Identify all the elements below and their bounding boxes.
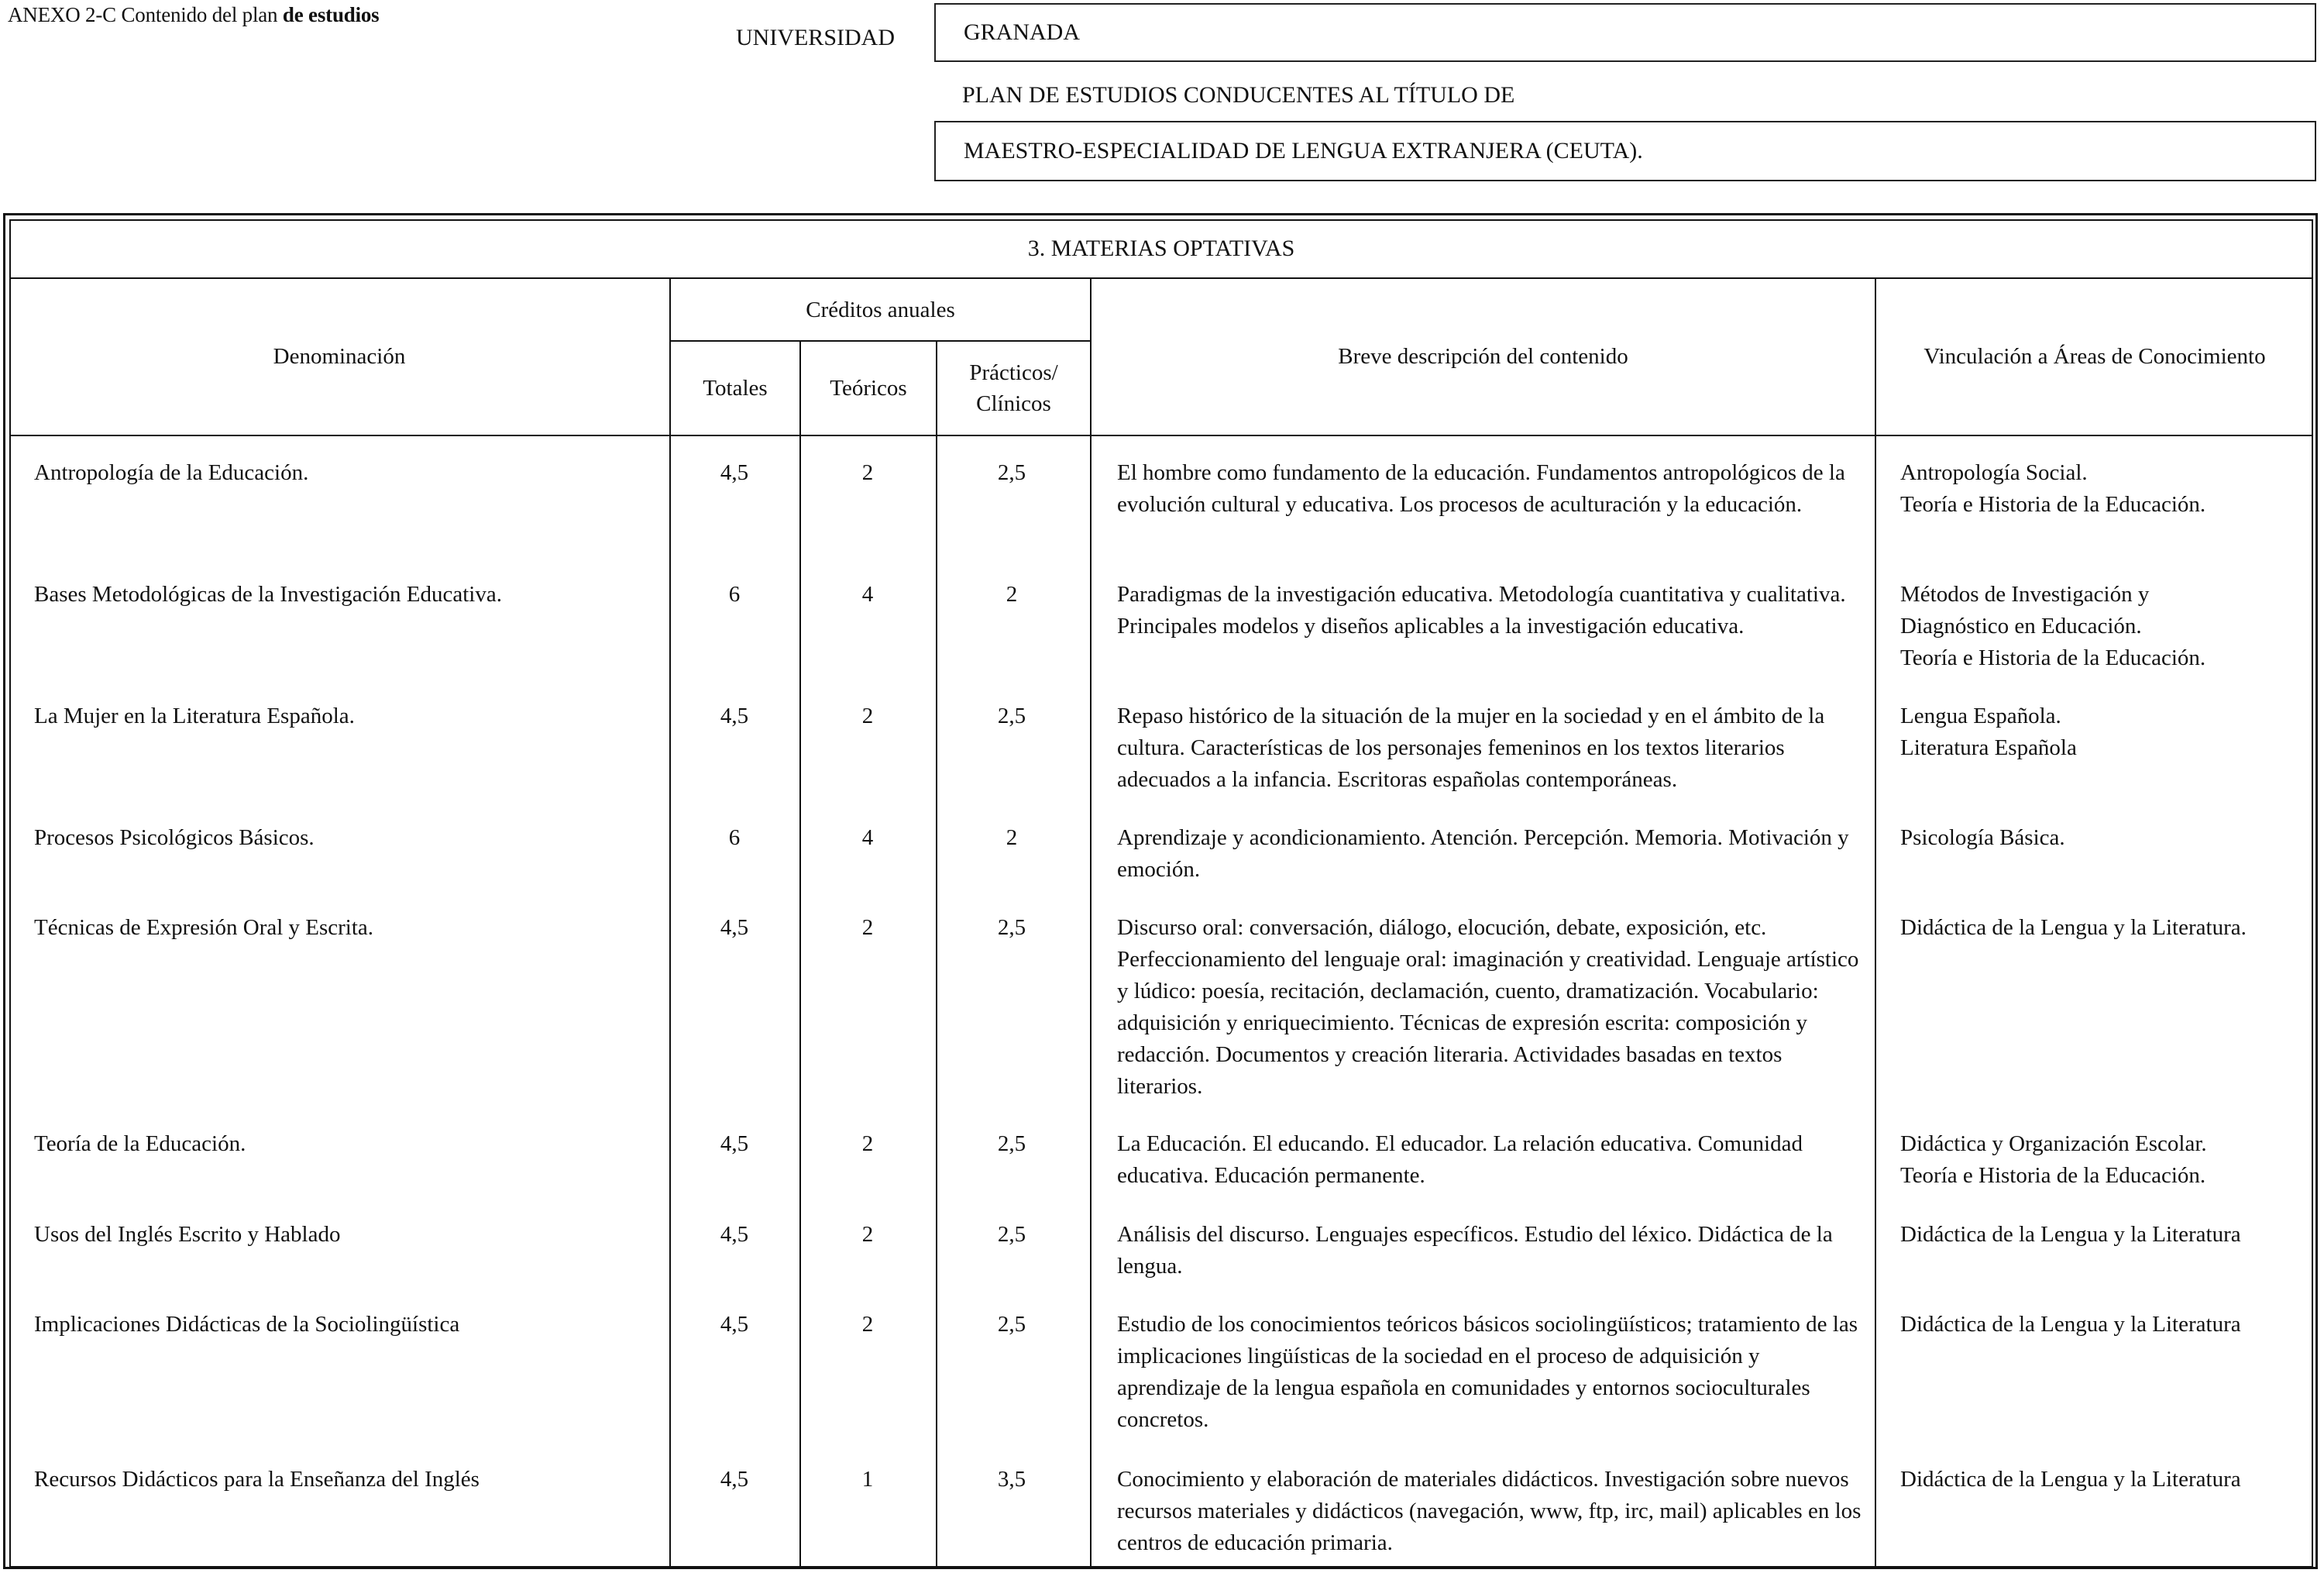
header-denominacion: Denominación (273, 344, 406, 369)
row-descripcion: Estudio de los conocimientos teóricos básicos sociolingüísticos; tratamiento de las implicaciones lingüísticas de la sociedad en el proceso de adquisición y aprendizaje de la lengua española en comunidades y entornos socioculturales concretos. (1117, 1312, 1858, 1432)
row-denominacion: Implicaciones Didácticas de la Sociolingüística (34, 1312, 460, 1337)
row-practicos: 2,5 (997, 1222, 1026, 1247)
header-totales: Totales (703, 376, 768, 401)
row-totales: 4,5 (720, 460, 749, 485)
row-totales: 4,5 (720, 1312, 749, 1337)
area-line: Lengua Española. (1900, 704, 2061, 728)
area-line: Teoría e Historia de la Educación. (1900, 1163, 2206, 1188)
row-practicos: 2 (1006, 825, 1018, 850)
row-teoricos: 2 (861, 460, 874, 485)
row-denominacion: Usos del Inglés Escrito y Hablado (34, 1222, 341, 1247)
row-teoricos: 2 (861, 1222, 874, 1247)
row-descripcion: Aprendizaje y acondicionamiento. Atención. Percepción. Memoria. Motivación y emoción. (1117, 825, 1849, 882)
row-practicos: 2,5 (997, 1312, 1026, 1337)
column-divider (1875, 277, 1876, 1568)
annex-bold: de estudios (282, 3, 380, 26)
header-divider (9, 435, 2313, 436)
table-title: 3. MATERIAS OPTATIVAS (1027, 236, 1295, 261)
row-denominacion: Bases Metodológicas de la Investigación Educativa. (34, 582, 502, 607)
area-line: Didáctica de la Lengua y la Literatura. (1900, 915, 2247, 940)
row-areas (1900, 700, 2319, 764)
header-teoricos: Teóricos (830, 376, 907, 401)
area-line: Métodos de Investigación y (1900, 582, 2150, 607)
row-totales: 6 (728, 582, 741, 607)
header-creditos: Créditos anuales (806, 297, 955, 322)
row-areas (1900, 579, 2319, 674)
column-divider (936, 340, 937, 1568)
row-teoricos: 2 (861, 704, 874, 728)
row-descripcion: Repaso histórico de la situación de la mujer en la sociedad y en el ámbito de la cultura. Características de los personajes femeninos en los textos literarios adecuados a la infancia. Escritoras españolas contemporáneas. (1117, 704, 1825, 792)
area-line: Teoría e Historia de la Educación. (1900, 645, 2206, 670)
row-descripcion: La Educación. El educando. El educador. La relación educativa. Comunidad educativa. Educación permanente. (1117, 1131, 1803, 1188)
row-descripcion: El hombre como fundamento de la educación. Fundamentos antropológicos de la evolución cultural y educativa. Los procesos de aculturación y la educación. (1117, 460, 1845, 517)
row-areas (1900, 912, 2319, 944)
header-practicos (937, 342, 1090, 435)
annex-prefix: ANEXO 2-C Contenido del plan (8, 3, 283, 26)
row-totales: 4,5 (720, 1467, 749, 1492)
row-totales: 4,5 (720, 704, 749, 728)
plan-label: PLAN DE ESTUDIOS CONDUCENTES AL TÍTULO DE (962, 82, 1515, 108)
row-descripcion: Discurso oral: conversación, diálogo, elocución, debate, exposición, etc. Perfeccionamiento del lenguaje oral: imaginación y creatividad. Lenguaje artístico y lúdico: poesía, recitación, declamación, cuento, dramatización. Vocabulario: adquisición y enriquecimiento. Técnicas de expresión escrita: composición y redacción. Documentos y creación literaria. Actividades basadas en textos literarios. (1117, 915, 1859, 1099)
row-teoricos: 2 (861, 1312, 874, 1337)
header-vinculacion: Vinculación a Áreas de Conocimiento (1923, 344, 2266, 369)
row-areas (1900, 457, 2319, 521)
row-denominacion: Teoría de la Educación. (34, 1131, 246, 1156)
area-line: Literatura Española (1900, 735, 2077, 760)
header-practicos-line1: Prácticos/ (969, 360, 1058, 385)
row-denominacion: Procesos Psicológicos Básicos. (34, 825, 315, 850)
row-teoricos: 1 (861, 1467, 874, 1492)
university-box (934, 3, 2316, 62)
area-line: Didáctica y Organización Escolar. (1900, 1131, 2207, 1156)
row-denominacion: Recursos Didácticos para la Enseñanza del Inglés (34, 1467, 480, 1492)
area-line: Diagnóstico en Educación. (1900, 614, 2142, 638)
row-areas (1900, 1128, 2319, 1192)
row-totales: 4,5 (720, 1131, 749, 1156)
row-practicos: 2,5 (997, 460, 1026, 485)
area-line: Antropología Social. (1900, 460, 2088, 485)
row-practicos: 2,5 (997, 1131, 1026, 1156)
row-teoricos: 2 (861, 915, 874, 940)
row-areas (1900, 1309, 2319, 1341)
row-totales: 4,5 (720, 1222, 749, 1247)
header-practicos-line2: Clínicos (976, 391, 1051, 416)
row-teoricos: 4 (861, 582, 874, 607)
university-value: GRANADA (964, 19, 1080, 45)
column-divider (799, 340, 801, 1568)
annex-title (8, 3, 379, 27)
university-label: UNIVERSIDAD (736, 25, 895, 50)
row-areas (1900, 1219, 2319, 1251)
row-descripcion: Paradigmas de la investigación educativa. Metodología cuantitativa y cualitativa. Principales modelos y diseños aplicables a la investigación educativa. (1117, 582, 1846, 638)
area-line: Didáctica de la Lengua y la Literatura (1900, 1467, 2241, 1492)
area-line: Didáctica de la Lengua y la Literatura (1900, 1222, 2241, 1247)
row-teoricos: 2 (861, 1131, 874, 1156)
area-line: Teoría e Historia de la Educación. (1900, 492, 2206, 517)
row-descripcion: Análisis del discurso. Lenguajes específicos. Estudio del léxico. Didáctica de la lengua. (1117, 1222, 1833, 1279)
row-practicos: 2 (1006, 582, 1018, 607)
row-totales: 6 (728, 825, 741, 850)
row-practicos: 2,5 (997, 915, 1026, 940)
row-denominacion: Antropología de la Educación. (34, 460, 309, 485)
row-totales: 4,5 (720, 915, 749, 940)
degree-box (934, 121, 2316, 181)
row-descripcion: Conocimiento y elaboración de materiales didácticos. Investigación sobre nuevos recursos materiales y didácticos (navegación, www, ftp, irc, mail) aplicables en los centros de educación primaria. (1117, 1467, 1862, 1555)
row-practicos: 2,5 (997, 704, 1026, 728)
degree-value: MAESTRO-ESPECIALIDAD DE LENGUA EXTRANJERA (CEUTA). (964, 138, 1643, 163)
area-line: Didáctica de la Lengua y la Literatura (1900, 1312, 2241, 1337)
row-denominacion: Técnicas de Expresión Oral y Escrita. (34, 915, 374, 940)
row-practicos: 3,5 (997, 1467, 1026, 1492)
area-line: Psicología Básica. (1900, 825, 2065, 850)
row-areas (1900, 1464, 2319, 1496)
row-areas (1900, 822, 2319, 854)
row-denominacion: La Mujer en la Literatura Española. (34, 704, 355, 728)
row-teoricos: 4 (861, 825, 874, 850)
column-divider (1090, 277, 1092, 1568)
header-descripcion: Breve descripción del contenido (1338, 344, 1628, 369)
